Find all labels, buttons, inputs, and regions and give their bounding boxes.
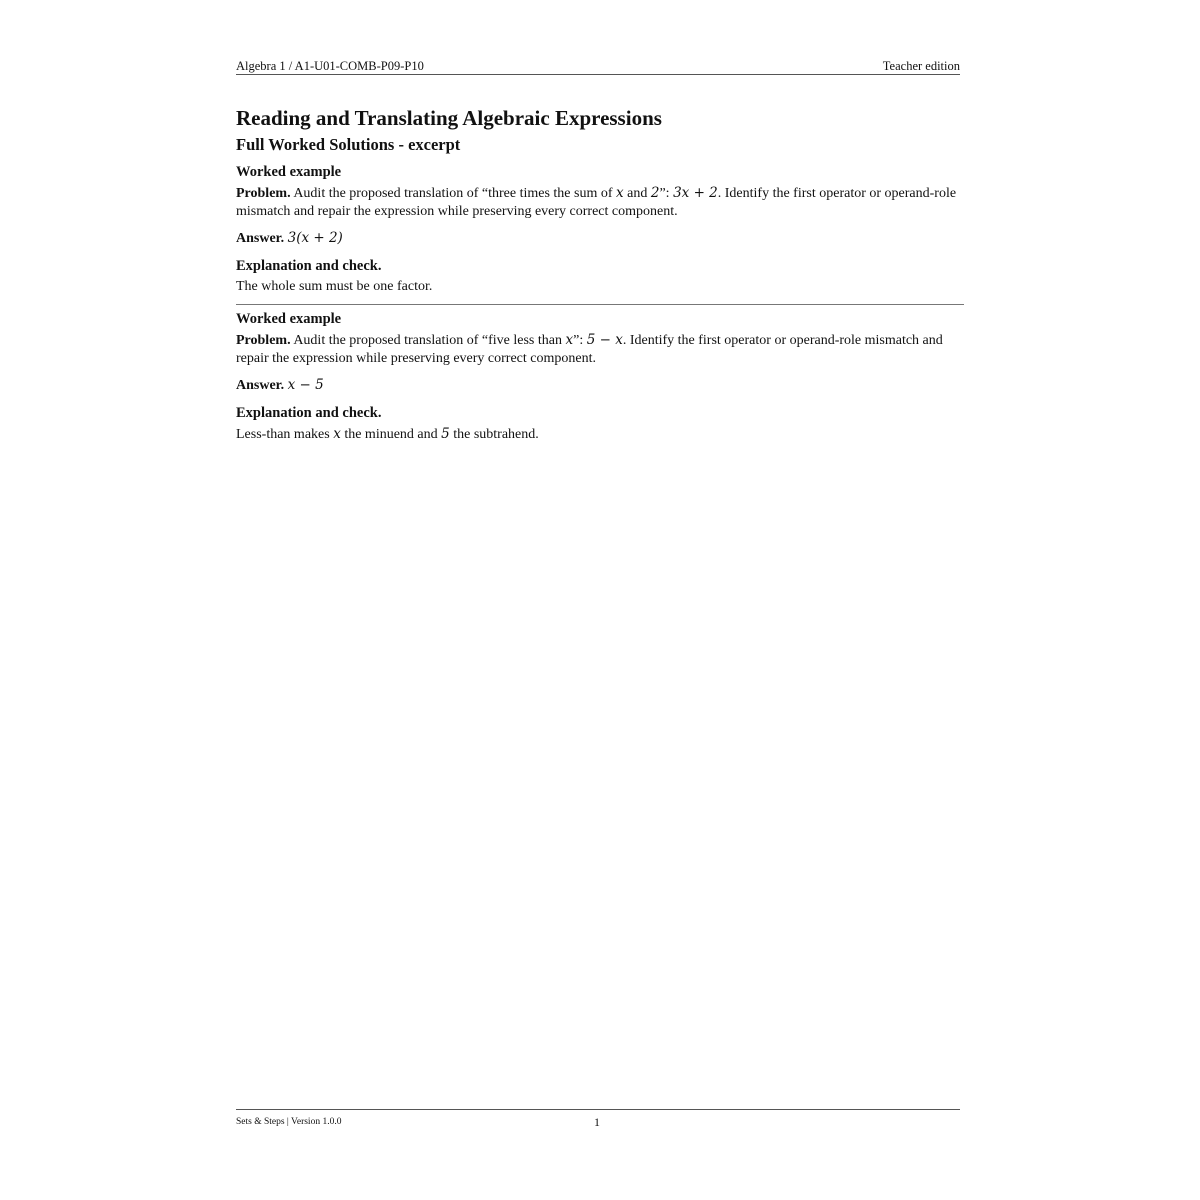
footer-version: Sets & Steps | Version 1.0.0 [236,1117,342,1127]
example-heading: Worked example [236,164,342,180]
math-number: 2 [650,185,660,201]
math-variable: x [616,185,624,201]
problem-text-part: Audit the proposed translation of “three times the sum of [293,186,617,201]
math-variable: x [565,332,574,348]
answer-line [236,229,964,248]
explanation-text-part: Less-than makes [236,427,334,442]
header-course-code: Algebra 1 / A1-U01-COMB-P09-P10 [236,59,424,73]
math-expression: 3x + 2 [673,185,718,201]
example-heading: Worked example [236,311,342,327]
problem-text [236,184,964,221]
worked-example-1 [236,162,964,296]
explanation-heading: Explanation and check. [236,405,382,421]
math-variable: x [333,426,341,442]
math-number: 5 [441,426,450,442]
problem-text-part: . Identify the first operator or operand-role mismatch and repair the expression while preserving every correct component. [236,333,943,366]
explanation-text [236,425,964,444]
page-title: Reading and Translating Algebraic Expressions [236,106,662,130]
page-header [236,58,960,75]
explanation-text-part: the subtrahend. [449,427,539,442]
problem-label: Problem. [236,186,291,201]
problem-text-part: ”: [573,333,587,348]
answer-expression: x − 5 [287,377,324,393]
problem-text-part: . Identify the first operator or operand-role mismatch and repair the expression while preserving every correct component. [236,186,957,219]
math-expression: 5 − x [586,332,623,348]
page-footer [236,1109,960,1134]
header-edition: Teacher edition [882,59,960,73]
problem-text-part: and [623,186,651,201]
explanation-text-part: the minuend and [340,427,442,442]
explanation-text [236,278,964,296]
explanation-text-part: The whole sum must be one factor. [236,279,433,294]
answer-expression: 3(x + 2) [287,230,343,246]
problem-text [236,331,964,368]
page-subtitle: Full Worked Solutions - excerpt [236,135,461,154]
main-content [236,104,964,444]
answer-label: Answer. [236,231,285,246]
problem-text-part: ”: [659,186,674,201]
worked-example-2 [236,304,964,444]
problem-label: Problem. [236,333,291,348]
page-number: 1 [594,1115,600,1129]
problem-text-part: Audit the proposed translation of “five less than [293,333,566,348]
answer-label: Answer. [236,378,285,393]
answer-line [236,376,964,395]
explanation-heading: Explanation and check. [236,258,382,274]
